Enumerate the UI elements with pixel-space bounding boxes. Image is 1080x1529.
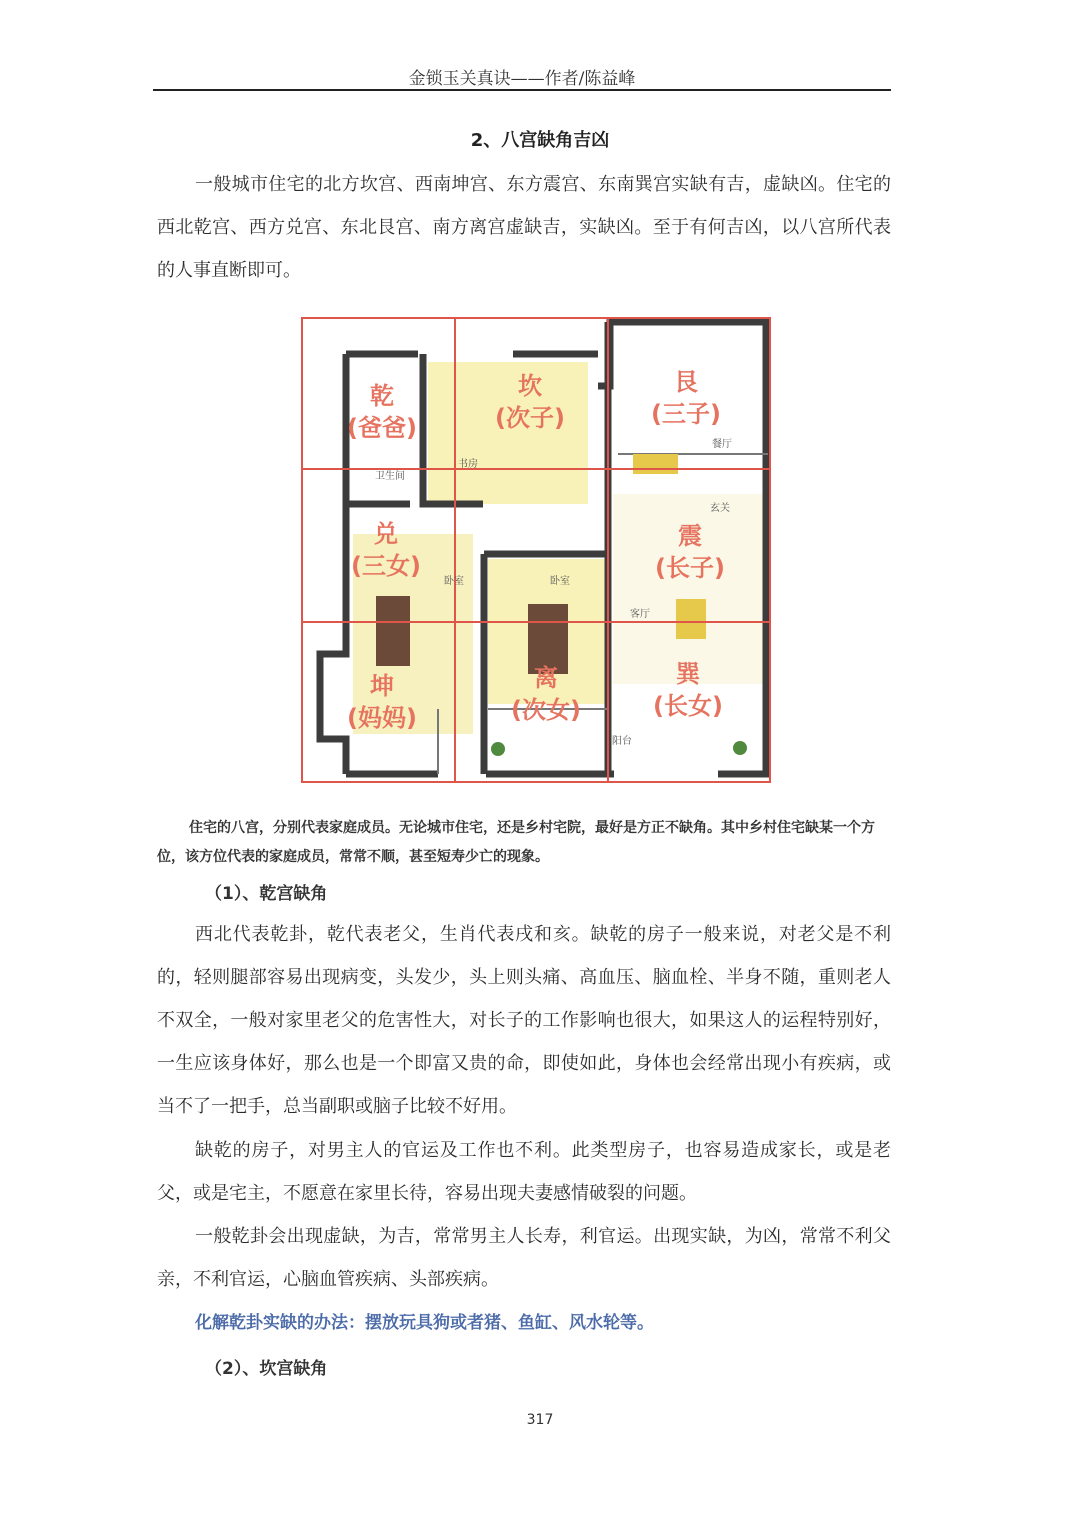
- study-room-fill: [428, 362, 588, 504]
- page-number: 317: [526, 1412, 554, 1428]
- qian-paragraph-3: 一般乾卦会出现虚缺，为吉，常常男主人长寿，利官运。出现实缺，为凶，常常不利父亲，不利官运，心脑血管疾病、头部疾病。: [157, 1226, 891, 1290]
- intro-paragraph: 一般城市住宅的北方坎宫、西南坤宫、东方震宫、东南巽宫实缺有吉，虚缺凶。住宅的西北乾宫、西方兑宫、东北艮宫、南方离宫虚缺吉，实缺凶。至于有何吉凶，以八宫所代表的人事直断即可。: [157, 174, 891, 281]
- palace-gen-gua: 艮: [674, 368, 698, 396]
- palace-qian-member: (爸爸): [347, 414, 417, 442]
- room-study: 书房: [458, 459, 478, 470]
- dining-table: [633, 454, 678, 474]
- palace-zhen-member: (长子): [655, 554, 725, 582]
- room-living: 客厅: [630, 609, 650, 620]
- palace-kan-gua: 坎: [518, 372, 542, 400]
- palace-xun-gua: 巽: [676, 660, 700, 688]
- palace-dui-gua: 兑: [374, 520, 398, 548]
- floorplan-diagram: [298, 314, 774, 786]
- palace-zhen-gua: 震: [678, 522, 702, 550]
- qian-paragraph-1: 西北代表乾卦，乾代表老父，生肖代表戌和亥。缺乾的房子一般来说，对老父是不利的，轻则腿部容易出现病变，头发少，头上则头痛、高血压、脑血栓、半身不随，重则老人不双全，一般对家里老父的危害性大，对长子的工作影响也很大，如果这人的运程特别好，一生应该身体好，那么也是一个即富又贵的命，即使如此，身体也会经常出现小有疾病，或当不了一把手，总当副职或脑子比较不好用。: [157, 924, 891, 1117]
- room-entrance: 玄关: [710, 503, 730, 514]
- room-bathroom: 卫生间: [375, 471, 405, 482]
- palace-li-gua: 离: [534, 664, 558, 692]
- palace-gen-member: (三子): [651, 400, 721, 428]
- subsection-qian-title: （1）、乾宫缺角: [205, 884, 328, 904]
- palace-kun-gua: 坤: [370, 672, 394, 700]
- palace-li-member: (次女): [511, 696, 581, 724]
- header-rule: [153, 89, 891, 91]
- page-header: 金锁玉关真诀——作者/陈益峰: [408, 69, 636, 89]
- room-bedroom-left: 卧室: [444, 576, 464, 587]
- palace-xun-member: (长女): [653, 692, 723, 720]
- room-bedroom-mid: 卧室: [550, 576, 570, 587]
- palace-dui-member: (三女): [351, 552, 421, 580]
- section-title: 2、八宫缺角吉凶: [470, 130, 610, 151]
- palace-kun-member: (妈妈): [347, 704, 417, 732]
- room-balcony: 阳台: [612, 736, 632, 747]
- qian-paragraph-2: 缺乾的房子，对男主人的官运及工作也不利。此类型房子，也容易造成家长，或是老父，或是宅主，不愿意在家里长待，容易出现夫妻感情破裂的问题。: [157, 1140, 891, 1204]
- subsection-kan-title: （2）、坎宫缺角: [205, 1359, 328, 1379]
- bed-left: [376, 596, 410, 666]
- figure-caption: 住宅的八宫，分别代表家庭成员。无论城市住宅，还是乡村宅院，最好是方正不缺角。其中乡村住宅缺某一个方位，该方位代表的家庭成员，常常不顺，甚至短寿少亡的现象。: [157, 820, 875, 865]
- room-dining: 餐厅: [712, 439, 732, 450]
- palace-qian-gua: 乾: [370, 382, 394, 410]
- qian-remedy: 化解乾卦实缺的办法：摆放玩具狗或者猪、鱼缸、风水轮等。: [195, 1313, 654, 1333]
- sofa-table: [676, 599, 706, 639]
- palace-kan-member: (次子): [495, 404, 565, 432]
